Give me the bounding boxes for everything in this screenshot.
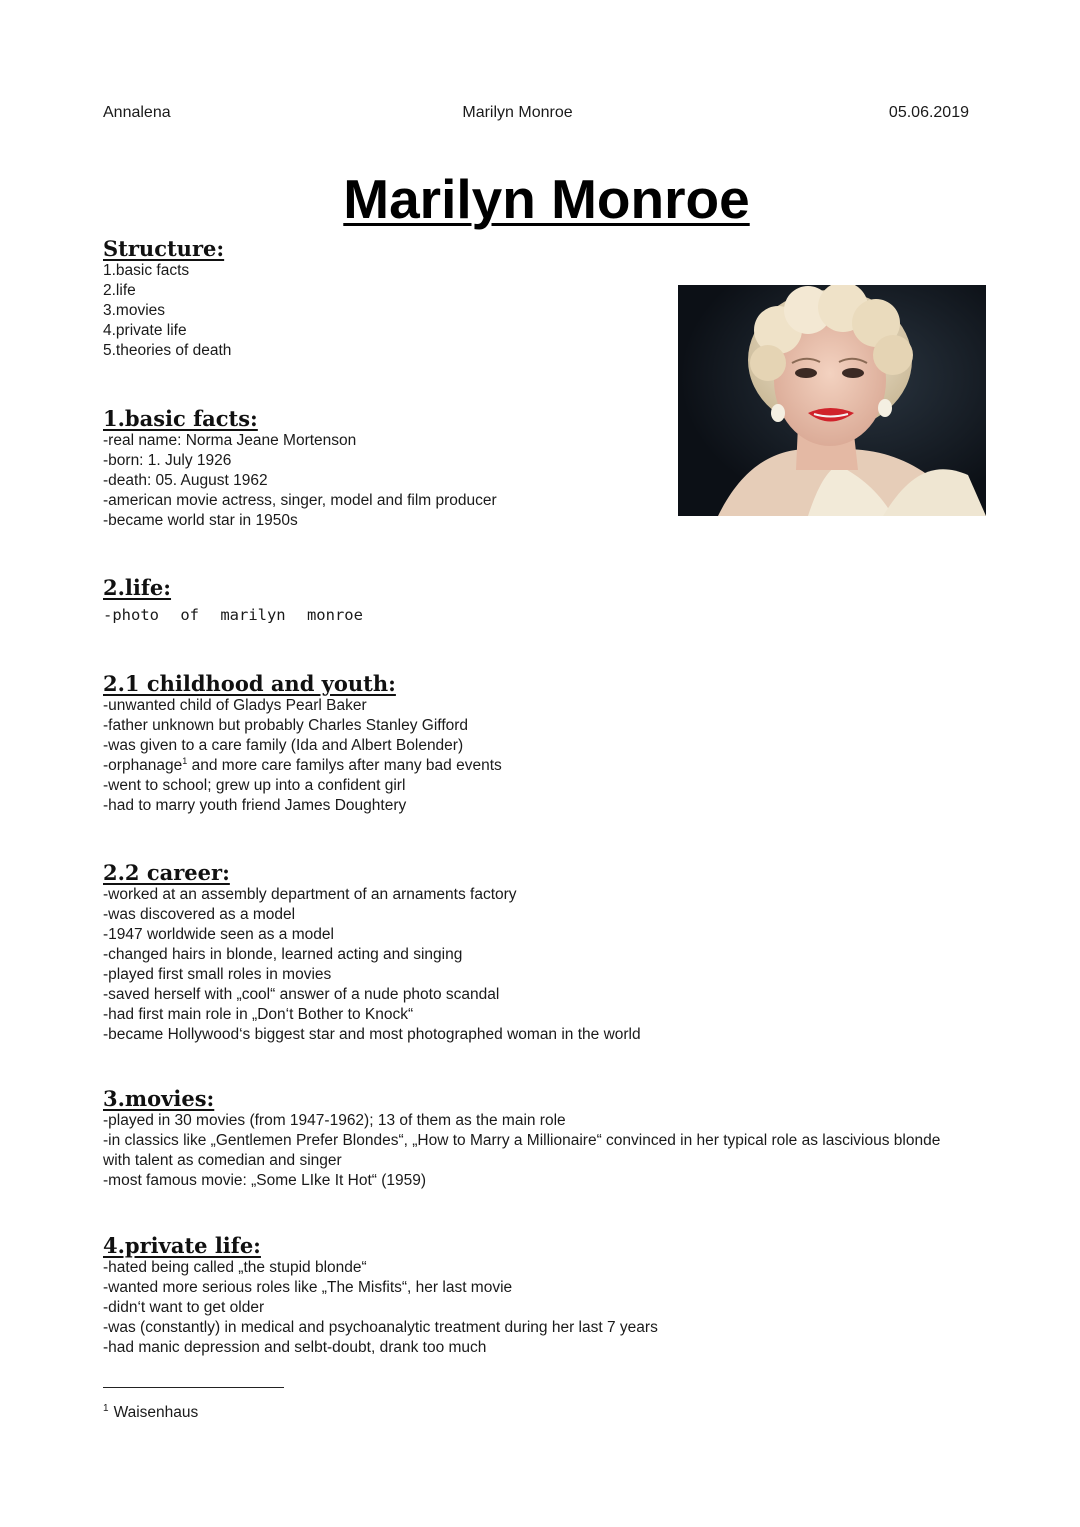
footnote (103, 1404, 198, 1422)
footnote-divider (103, 1387, 284, 1388)
list-item: -wanted more serious roles like „The Misfits“, her last movie (103, 1279, 513, 1296)
list-item: -went to school; grew up into a confident girl (103, 777, 406, 794)
orphanage-rest: and more care familys after many bad events (187, 757, 502, 774)
list-item: -played in 30 movies (from 1947-1962); 13 of them as the main role (103, 1112, 566, 1129)
movies-list (103, 1111, 953, 1191)
basic-facts-section (103, 407, 497, 531)
header-author: Annalena (103, 104, 171, 121)
list-item: -american movie actress, singer, model and film producer (103, 492, 497, 509)
life-heading: 2.life: (103, 575, 172, 600)
list-item: -worked at an assembly department of an arnaments factory (103, 886, 517, 903)
list-item: -1947 worldwide seen as a model (103, 926, 334, 943)
list-item: -had to marry youth friend James Doughtery (103, 797, 407, 814)
private-life-heading: 4.private life: (103, 1233, 261, 1258)
list-item: -was given to a care family (Ida and Albert Bolender) (103, 737, 464, 754)
life-section (103, 576, 363, 624)
portrait-illustration (678, 285, 986, 516)
page-title: Marilyn Monroe (343, 168, 750, 230)
list-item: -was discovered as a model (103, 906, 296, 923)
private-life-section (103, 1234, 658, 1358)
list-item: 1.basic facts (103, 262, 190, 279)
list-item (103, 756, 502, 776)
list-item: -became world star in 1950s (103, 512, 298, 529)
childhood-list (103, 696, 502, 816)
list-item: -changed hairs in blonde, learned acting and singing (103, 946, 463, 963)
private-life-list (103, 1258, 658, 1358)
career-list (103, 885, 641, 1045)
footnote-reference[interactable]: 1 (182, 755, 188, 766)
list-item: -didn‘t want to get older (103, 1299, 265, 1316)
movies-section (103, 1087, 953, 1191)
list-item: -hated being called „the stupid blonde“ (103, 1259, 367, 1276)
list-item: -real name: Norma Jeane Mortenson (103, 432, 357, 449)
header-topic: Marilyn Monroe (462, 104, 573, 121)
list-item: -unwanted child of Gladys Pearl Baker (103, 697, 367, 714)
basic-facts-heading: 1.basic facts: (103, 406, 258, 431)
basic-facts-list (103, 431, 497, 531)
list-item: -played first small roles in movies (103, 966, 332, 983)
list-item: -most famous movie: „Some LIke It Hot“ (1959) (103, 1172, 427, 1189)
list-item: -in classics like „Gentlemen Prefer Blondes“, „How to Marry a Millionaire“ convinced in her typical role as lascivious blonde with talent as comedian and singer (103, 1132, 941, 1169)
movies-heading: 3.movies: (103, 1086, 215, 1111)
list-item: -death: 05. August 1962 (103, 472, 268, 489)
list-item: 5.theories of death (103, 342, 232, 359)
structure-heading: Structure: (103, 236, 225, 261)
childhood-heading: 2.1 childhood and youth: (103, 671, 396, 696)
list-item: -saved herself with „cool“ answer of a nude photo scandal (103, 986, 500, 1003)
list-item: -father unknown but probably Charles Stanley Gifford (103, 717, 469, 734)
photo-note: -photo of marilyn monroe (103, 606, 363, 624)
footnote-text: Waisenhaus (113, 1404, 199, 1421)
career-section (103, 861, 641, 1045)
header-date: 05.06.2019 (888, 104, 969, 121)
footnote-number: 1 (103, 1402, 109, 1414)
list-item: 3.movies (103, 302, 166, 319)
career-heading: 2.2 career: (103, 860, 230, 885)
list-item: -was (constantly) in medical and psychoanalytic treatment during her last 7 years (103, 1319, 658, 1336)
childhood-section (103, 672, 502, 816)
structure-list (103, 261, 231, 361)
list-item: 2.life (103, 282, 136, 299)
orphanage-text: -orphanage (103, 757, 183, 774)
list-item: -born: 1. July 1926 (103, 452, 232, 469)
list-item: -had first main role in „Don‘t Bother to Knock“ (103, 1006, 414, 1023)
marilyn-monroe-photo (678, 285, 986, 516)
structure-section (103, 237, 231, 361)
list-item: -became Hollywood‘s biggest star and most photographed woman in the world (103, 1026, 641, 1043)
list-item: -had manic depression and selbt-doubt, drank too much (103, 1339, 487, 1356)
list-item: 4.private life (103, 322, 187, 339)
